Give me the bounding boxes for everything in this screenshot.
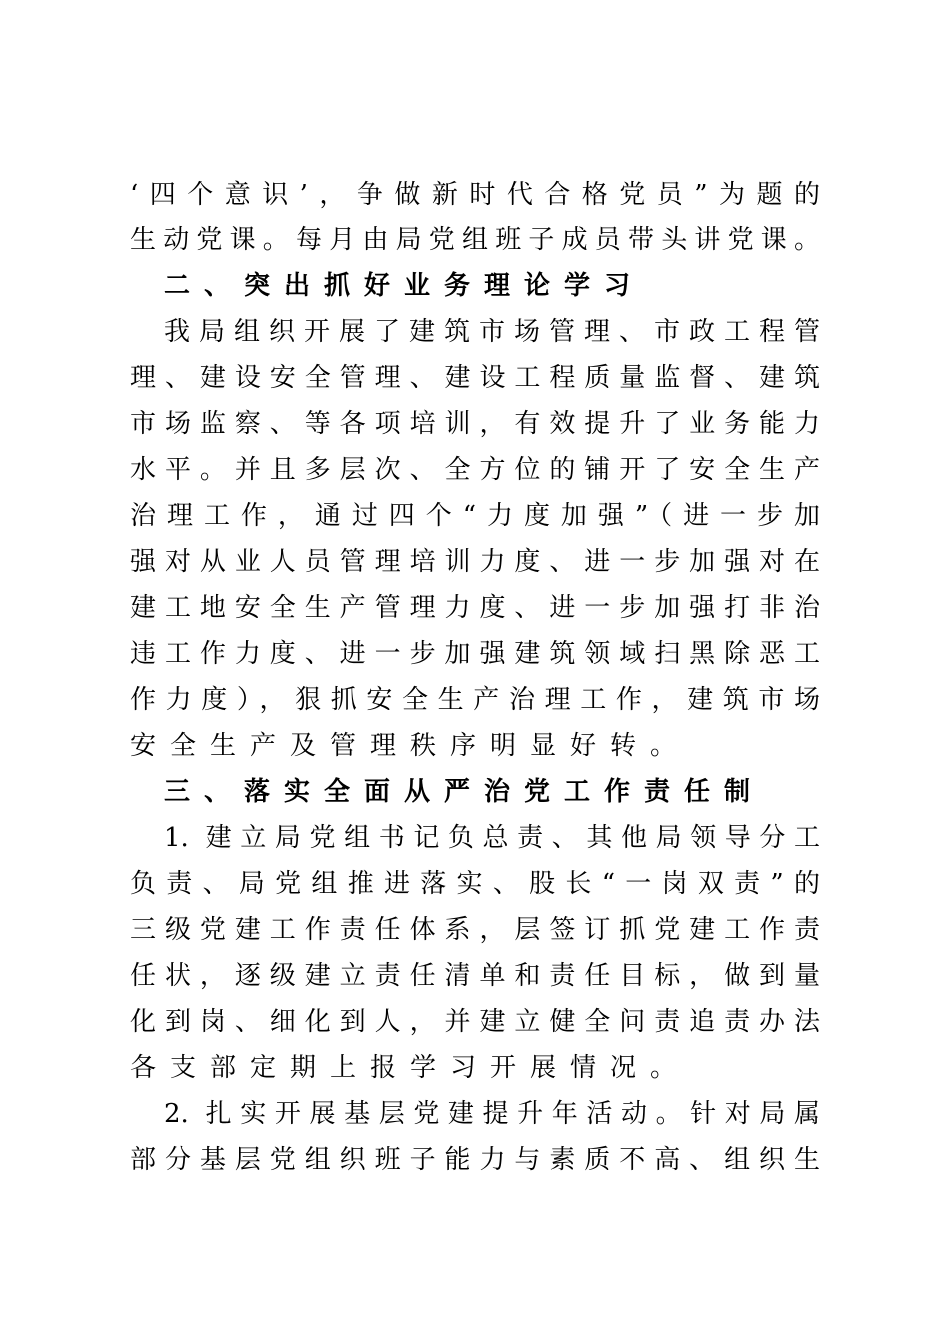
body-text-line: 1. 建立局党组书记负总责、其他局领导分工 [164, 823, 820, 853]
body-text-line: 任状，逐级建立责任清单和责任目标，做到量 [130, 961, 820, 991]
body-text-line: 治理工作，通过四个“力度加强”（进一步加 [130, 501, 820, 531]
body-text-line: 2. 扎实开展基层党建提升年活动。针对局属 [164, 1099, 820, 1129]
body-text-line: 强对从业人员管理培训力度、进一步加强对在 [130, 547, 820, 577]
body-text-line: 各支部定期上报学习开展情况。 [130, 1053, 691, 1083]
body-text-line: 违工作力度、进一步加强建筑领域扫黑除恶工 [130, 639, 820, 669]
body-text-line: 部分基层党组织班子能力与素质不高、组织生 [130, 1145, 820, 1175]
body-text-line: 生动党课。每月由局党组班子成员带头讲党课。 [130, 225, 820, 255]
body-text-line: 安全生产及管理秩序明显好转。 [130, 731, 691, 761]
body-text-line: 建工地安全生产管理力度、进一步加强打非治 [130, 593, 820, 623]
body-text-line: 理、建设安全管理、建设工程质量监督、建筑 [130, 363, 820, 393]
body-text-line: 我局组织开展了建筑市场管理、市政工程管 [164, 317, 820, 347]
body-text-line: 负责、局党组推进落实、股长“一岗双责”的 [130, 869, 820, 899]
section-heading-2: 二、突出抓好业务理论学习 [164, 271, 645, 301]
body-text-line: 市场监察、等各项培训，有效提升了业务能力 [130, 409, 820, 439]
body-text-line: 作力度），狠抓安全生产治理工作，建筑市场 [130, 685, 820, 715]
section-heading-3: 三、落实全面从严治党工作责任制 [164, 777, 765, 807]
body-text-line: 三级党建工作责任体系，层签订抓党建工作责 [130, 915, 820, 945]
body-text-line: 水平。并且多层次、全方位的铺开了安全生产 [130, 455, 820, 485]
body-text-line: 化到岗、细化到人，并建立健全问责追责办法 [130, 1007, 820, 1037]
body-text-line: ‘四个意识’，争做新时代合格党员”为题的 [130, 180, 820, 210]
